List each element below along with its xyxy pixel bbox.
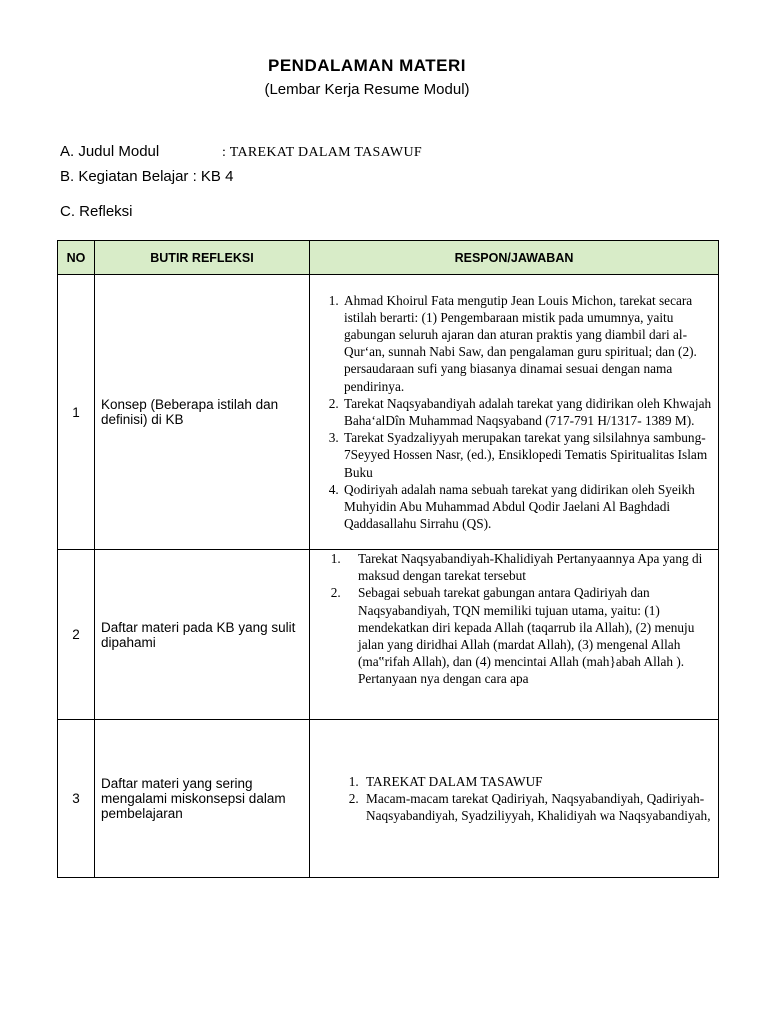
list-item: 1. TAREKAT DALAM TASAWUF (362, 773, 712, 790)
table-row (58, 275, 719, 550)
page-title: PENDALAMAN MATERI (267, 56, 466, 75)
table-header-row (58, 241, 719, 275)
row-number: 1 (58, 275, 95, 550)
list-item: 3. Tarekat Syadzaliyyah merupakan tarekat yang silsilahnya sambung- 7Seyyed Hossen Nasr, (ed.), Ensiklopedi Tematis Spiritualitas Islam Buku (342, 429, 712, 481)
response-list (310, 773, 712, 825)
kegiatan-belajar-label: B. Kegiatan Belajar (60, 168, 189, 185)
judul-modul-line (60, 143, 422, 161)
list-item: 2. Sebagai sebuah tarekat gabungan antara Qadiriyah dan Naqsyabandiyah, TQN memiliki tujuan utama, yaitu: (1) mendekatkan diri kepada Allah (taqarrub ila Allah), (2) menuju jalan yang diridhai Allah (mardat Allah), (3) mengenal Allah (ma‟rifah Allah), dan (4) mencintai Allah (mah}abah Allah ). Pertanyaan nya dengan cara apa (344, 584, 712, 687)
judul-modul-value: : TAREKAT DALAM TASAWUF (222, 145, 422, 160)
refleksi-table (57, 240, 719, 878)
row-number: 3 (58, 720, 95, 878)
row-respon (310, 550, 719, 720)
list-item: 1. Tarekat Naqsyabandiyah-Khalidiyah Pertanyaannya Apa yang di maksud dengan tarekat tersebut (344, 550, 712, 584)
kegiatan-belajar-line (60, 168, 233, 185)
list-item: 1. Ahmad Khoirul Fata mengutip Jean Louis Michon, tarekat secara istilah berarti: (1) Pengembaraan mistik pada umumnya, yaitu gabungan seluruh ajaran dan aturan praktis yang diambil dari al-Qur‘an, sunnah Nabi Saw, dan pengalaman guru spiritual; dan (2). persaudaraan sufi yang biasanya dinamai sesuai dengan nama pendirinya. (342, 292, 712, 395)
kegiatan-belajar-value: : KB 4 (192, 168, 234, 185)
list-item: 2. Tarekat Naqsyabandiyah adalah tarekat yang didirikan oleh Khwajah Baha‘alDîn Muhammad Naqsyaband (717-791 H/1317- 1389 M). (342, 395, 712, 429)
list-item: 4. Qodiriyah adalah nama sebuah tarekat yang didirikan oleh Syeikh Muhyidin Abu Muhammad Abdul Qodir Jaelani Al Baghdadi Qaddasallahu Sirrahu (QS). (342, 481, 712, 533)
refleksi-label: C. Refleksi (60, 203, 133, 220)
row-respon (310, 275, 719, 550)
list-item: 2. Macam-macam tarekat Qadiriyah, Naqsyabandiyah, Qadiriyah-Naqsyabandiyah, Syadziliyyah, Khalidiyah wa Naqsyabandiyah, (362, 790, 712, 824)
page-subtitle: (Lembar Kerja Resume Modul) (264, 81, 470, 98)
response-list (310, 550, 712, 688)
table-row (58, 720, 719, 878)
row-butir-refleksi: Daftar materi pada KB yang sulit dipahami (95, 550, 310, 720)
row-butir-refleksi: Konsep (Beberapa istilah dan definisi) di KB (95, 275, 310, 550)
row-butir-refleksi: Daftar materi yang sering mengalami miskonsepsi dalam pembelajaran (95, 720, 310, 878)
judul-modul-label: A. Judul Modul (60, 143, 160, 160)
row-number: 2 (58, 550, 95, 720)
header-no: NO (58, 241, 95, 275)
row-respon (310, 720, 719, 878)
header-respon-jawaban: RESPON/JAWABAN (310, 241, 719, 275)
response-list (310, 292, 712, 533)
table-row (58, 550, 719, 720)
header-butir-refleksi: BUTIR REFLEKSI (95, 241, 310, 275)
